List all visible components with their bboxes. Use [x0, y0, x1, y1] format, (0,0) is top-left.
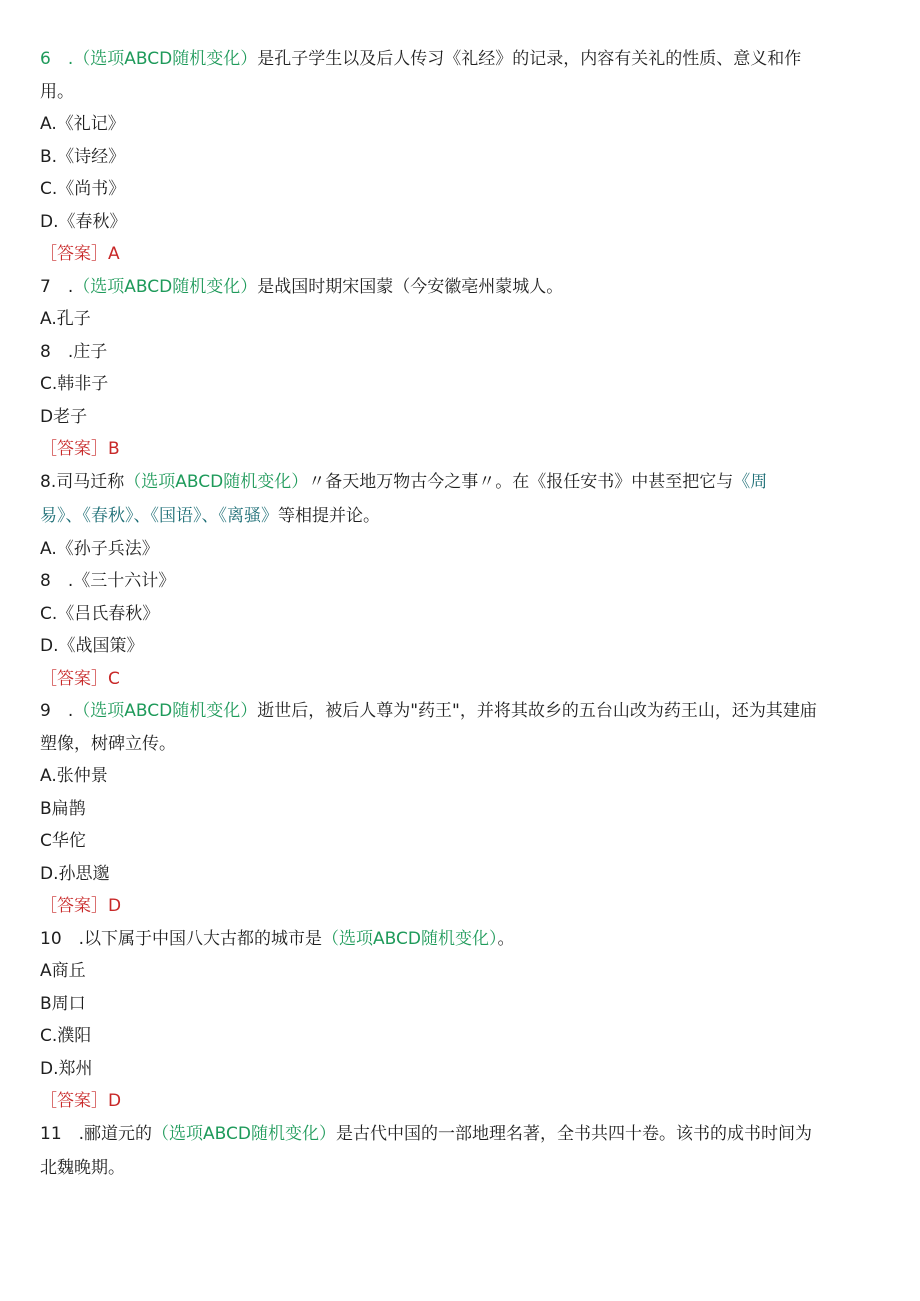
option: D.《战国策》: [40, 636, 144, 656]
question-number: 7 .: [40, 277, 74, 297]
option: 8 .《三十六计》: [40, 571, 176, 591]
question-number: 6 .: [40, 49, 74, 69]
option: D.郑州: [40, 1059, 93, 1079]
option: B扁鹊: [40, 799, 86, 819]
answer: ［答案］A: [40, 244, 120, 264]
question-number: 11 .郦道元的: [40, 1124, 153, 1144]
option: C.《吕氏春秋》: [40, 604, 160, 624]
option: C.《尚书》: [40, 179, 126, 199]
option: A.《礼记》: [40, 114, 125, 134]
question-10-line-1: [40, 926, 515, 952]
question-text: 逝世后，被后人尊为"药王"，并将其故乡的五台山改为药王山，还为其建庙: [257, 701, 817, 721]
answer: ［答案］D: [40, 896, 122, 916]
question-6-line-2: 用。: [40, 82, 74, 102]
question-8-line-1: [40, 469, 767, 495]
option: C华佗: [40, 831, 86, 851]
question-number: 10 .以下属于中国八大古都的城市是: [40, 929, 323, 949]
option: A.孔子: [40, 309, 91, 329]
option: D.《春秋》: [40, 212, 127, 232]
question-11-line-2: 北魏晚期。: [40, 1158, 125, 1178]
question-text: 是战国时期宋国蒙（今安徽亳州蒙城人。: [257, 277, 564, 297]
random-tag: （选项ABCD随机变化）: [73, 277, 258, 297]
option: C.韩非子: [40, 374, 109, 394]
book-titles: 易》、《春秋》、《国语》、《离骚》: [40, 506, 278, 526]
question-number: 9 .: [40, 701, 74, 721]
question-text: 是孔子学生以及后人传习《礼经》的记录，内容有关礼的性质、意义和作: [257, 49, 802, 69]
option: D老子: [40, 407, 88, 427]
random-tag: （选项ABCD随机变化）: [73, 701, 258, 721]
question-9-line-2: 塑像，树碑立传。: [40, 734, 176, 754]
question-6-line-1: [40, 46, 801, 72]
option: C.濮阳: [40, 1026, 92, 1046]
option: A.张仲景: [40, 766, 108, 786]
question-8-line-2: [40, 503, 380, 529]
option: B周口: [40, 994, 86, 1014]
random-tag: （选项ABCD随机变化）: [124, 472, 309, 492]
book-title: 《周: [733, 472, 768, 492]
random-tag: （选项ABCD随机变化）: [73, 49, 258, 69]
answer: ［答案］B: [40, 439, 120, 459]
question-11-line-1: [40, 1121, 812, 1147]
question-text: 等相提并论。: [278, 506, 380, 526]
option: 8 .庄子: [40, 342, 108, 362]
option: A商丘: [40, 961, 86, 981]
question-9-line-1: [40, 698, 817, 724]
option: B.《诗经》: [40, 147, 126, 167]
question-text: 。: [497, 929, 515, 949]
option: D.孙思邈: [40, 864, 110, 884]
question-number: 8.司马迁称: [40, 472, 125, 492]
question-text: 〃备天地万物古今之事〃。在《报任安书》中甚至把它与: [308, 472, 734, 492]
question-text: 是古代中国的一部地理名著，全书共四十卷。该书的成书时间为: [336, 1124, 813, 1144]
random-tag: （选项ABCD随机变化）: [322, 929, 498, 949]
question-7-line-1: [40, 274, 563, 300]
answer: ［答案］D: [40, 1091, 122, 1111]
answer: ［答案］C: [40, 669, 120, 689]
random-tag: （选项ABCD随机变化）: [152, 1124, 337, 1144]
option: A.《孙子兵法》: [40, 539, 159, 559]
